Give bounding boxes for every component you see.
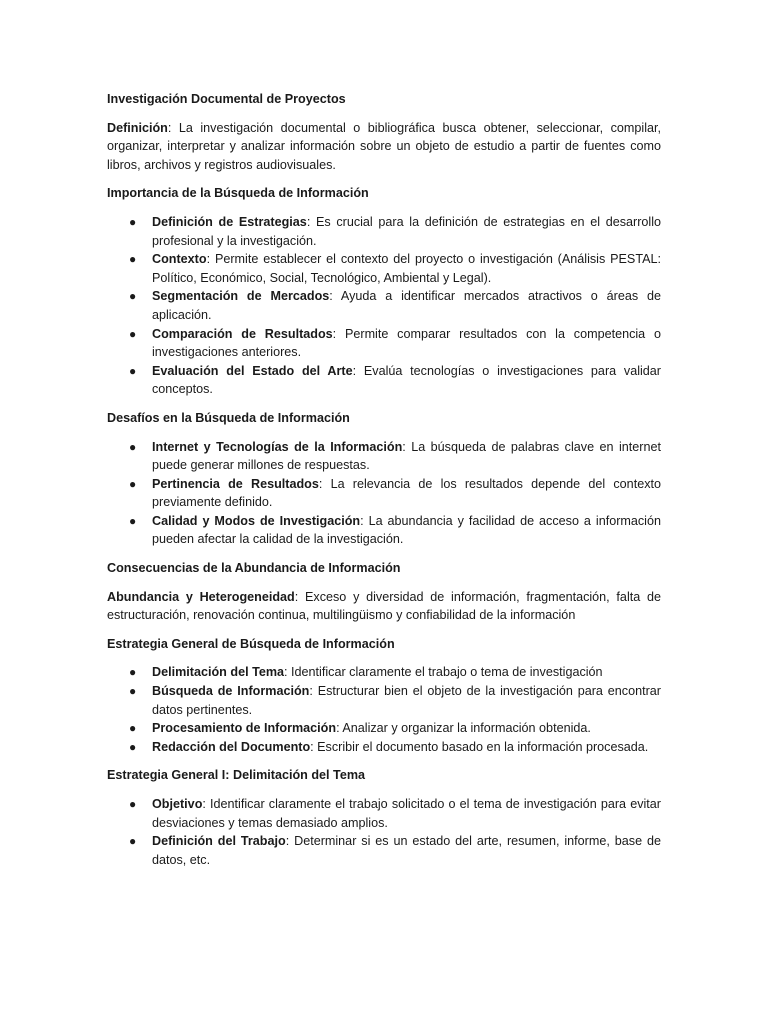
consequences-paragraph — [107, 588, 661, 625]
bullet-icon: ● — [129, 665, 137, 680]
section-heading-importance: Importancia de la Búsqueda de Información — [107, 186, 369, 201]
bullet-icon: ● — [129, 252, 137, 267]
list-item-term: Comparación de Resultados — [152, 326, 333, 341]
list-item — [107, 475, 661, 512]
section-heading-strategy: Estrategia General de Búsqueda de Información — [107, 636, 395, 651]
bullet-icon: ● — [129, 834, 137, 849]
list-item-text: : Escribir el documento basado en la información procesada. — [310, 739, 649, 754]
list-item-text: : Estructurar bien el objeto de la investigación para encontrar datos pertinentes. — [152, 684, 661, 717]
list-item — [107, 719, 661, 738]
list-item-text: : La abundancia y facilidad de acceso a información pueden afectar la calidad de la investigación. — [152, 513, 661, 547]
list-item-text: : Ayuda a identificar mercados atractivos o áreas de aplicación. — [152, 289, 661, 322]
list-item-term: Redacción del Documento — [152, 739, 311, 754]
definition-paragraph — [107, 119, 661, 175]
section-heading-challenges: Desafíos en la Búsqueda de Información — [107, 410, 350, 425]
bullet-icon: ● — [129, 513, 137, 528]
bullet-icon: ● — [129, 214, 137, 229]
list-item — [107, 213, 661, 250]
list-item-text: : Identificar claramente el trabajo o tema de investigación — [284, 665, 603, 680]
list-item-term: Procesamiento de Información — [152, 721, 337, 736]
list-item-text: : Determinar si es un estado del arte, resumen, informe, base de datos, etc. — [152, 834, 661, 867]
section-heading-consequences: Consecuencias de la Abundancia de Información — [107, 561, 401, 576]
list-item-term: Internet y Tecnologías de la Información — [152, 439, 403, 454]
list-item — [107, 438, 661, 475]
list-item — [107, 287, 661, 324]
list-item-term: Definición de Estrategias — [152, 214, 307, 229]
bullet-icon: ● — [129, 739, 137, 754]
list-item-term: Calidad y Modos de Investigación — [152, 513, 361, 528]
document-title: Investigación Documental de Proyectos — [107, 92, 346, 106]
bullet-icon: ● — [129, 326, 137, 341]
bullet-icon: ● — [129, 289, 137, 304]
list-item — [107, 362, 661, 399]
list-item-text: : Analizar y organizar la información obtenida. — [336, 721, 591, 736]
list-item-term: Búsqueda de Información — [152, 684, 310, 699]
list-item — [107, 682, 661, 719]
consequences-text: : Exceso y diversidad de información, fragmentación, falta de estructuración, renovación continua, multilingüismo y confiabilidad de la información — [107, 589, 662, 623]
definition-text: : La investigación documental o bibliográfica busca obtener, seleccionar, compilar, organizar, interpretar y analizar información sobre un objeto de estudio a partir de fuentes como libros, archivos y registros audiovisuales. — [107, 120, 661, 172]
list-item — [107, 832, 661, 869]
list-item — [107, 512, 661, 549]
list-item — [107, 250, 661, 287]
list-item — [107, 795, 661, 832]
list-item — [107, 663, 661, 682]
delimitation-list — [107, 795, 661, 869]
bullet-icon: ● — [129, 363, 137, 378]
bullet-icon: ● — [129, 476, 137, 491]
list-item-term: Definición del Trabajo — [152, 834, 286, 849]
list-item-text: : La búsqueda de palabras clave en internet puede generar millones de respuestas. — [152, 439, 661, 473]
bullet-icon: ● — [129, 721, 137, 736]
bullet-icon: ● — [129, 684, 137, 699]
section-heading-delimitation: Estrategia General I: Delimitación del Tema — [107, 768, 366, 783]
list-item-term: Segmentación de Mercados — [152, 289, 330, 304]
bullet-icon: ● — [129, 797, 137, 811]
definition-term: Definición — [107, 120, 168, 135]
list-item — [107, 325, 661, 362]
list-item-text: : Identificar claramente el trabajo solicitado o el tema de investigación para evitar desviaciones y temas demasiado amplios. — [152, 797, 661, 830]
strategy-list — [107, 663, 661, 756]
list-item-term: Pertinencia de Resultados — [152, 476, 319, 491]
list-item-term: Evaluación del Estado del Arte — [152, 363, 353, 378]
challenges-list — [107, 438, 661, 550]
list-item — [107, 738, 661, 757]
list-item-text: : Evalúa tecnologías o investigaciones para validar conceptos. — [152, 363, 661, 397]
list-item-term: Objetivo — [152, 797, 203, 811]
bullet-icon: ● — [129, 439, 137, 454]
list-item-text: : Permite establecer el contexto del proyecto o investigación (Análisis PESTAL: Político, Económico, Social, Tecnológico, Ambiental y Legal). — [152, 252, 661, 285]
list-item-term: Delimitación del Tema — [152, 665, 285, 680]
document-page — [107, 90, 661, 879]
list-item-text: : Es crucial para la definición de estrategias en el desarrollo profesional y la investigación. — [152, 214, 661, 248]
list-item-term: Contexto — [152, 252, 207, 267]
list-item-text: : Permite comparar resultados con la competencia o investigaciones anteriores. — [152, 326, 661, 360]
list-item-text: : La relevancia de los resultados depende del contexto previamente definido. — [152, 476, 661, 510]
importance-list — [107, 213, 661, 399]
consequences-term: Abundancia y Heterogeneidad — [107, 589, 295, 604]
